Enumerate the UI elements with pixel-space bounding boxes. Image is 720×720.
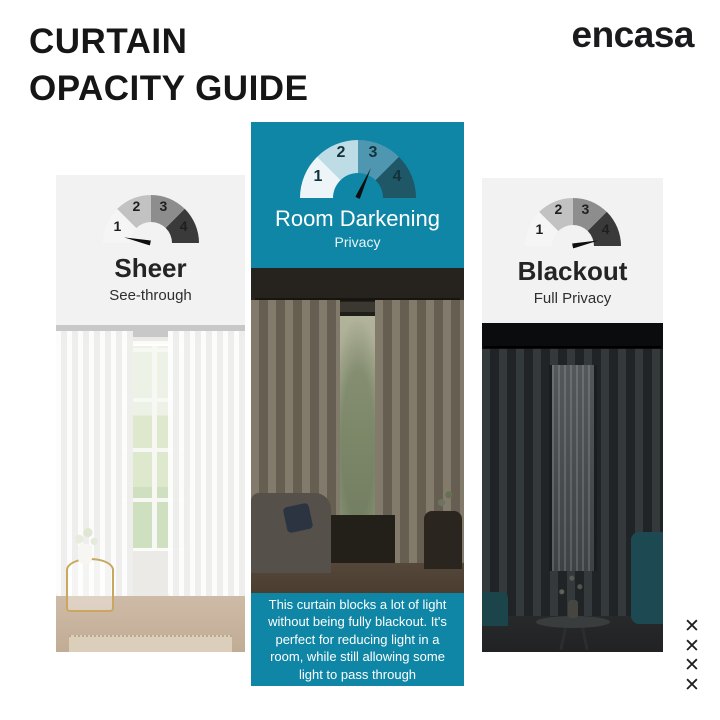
page-title bbox=[29, 18, 308, 112]
plant bbox=[432, 487, 456, 513]
page-title-line1: CURTAIN bbox=[29, 22, 188, 61]
gauge-label-2: 2 bbox=[554, 201, 563, 217]
vase bbox=[568, 600, 578, 618]
x-mark-icon: ✕ bbox=[684, 635, 700, 657]
x-mark-icon: ✕ bbox=[684, 655, 700, 676]
gauge-label-4: 4 bbox=[601, 221, 610, 237]
room-darkening-description-box bbox=[251, 593, 464, 686]
gauge-label-2: 2 bbox=[336, 144, 346, 161]
gauge-label-1: 1 bbox=[535, 221, 544, 237]
sheer-subtitle: See-through bbox=[109, 287, 192, 304]
wall-panel bbox=[321, 515, 395, 567]
pillow bbox=[283, 503, 314, 534]
x-marks bbox=[681, 617, 703, 695]
panel-sheer bbox=[56, 175, 245, 652]
panel-room-darkening bbox=[251, 122, 464, 686]
sheer-room-photo bbox=[56, 325, 245, 652]
gauge-label-3: 3 bbox=[581, 201, 590, 217]
x-mark-icon: ✕ bbox=[684, 674, 700, 696]
sheer-header bbox=[56, 175, 245, 325]
room-darkening-opacity-gauge bbox=[300, 140, 416, 198]
blackout-room-photo bbox=[482, 323, 663, 652]
brand-logo: encasa bbox=[571, 14, 694, 55]
gauge-label-1: 1 bbox=[313, 168, 323, 185]
panel-blackout bbox=[482, 178, 663, 652]
curtain-rod bbox=[484, 346, 661, 348]
room-darkening-title: Room Darkening bbox=[274, 206, 441, 231]
room-darkening-room-photo bbox=[251, 268, 464, 593]
room-darkening-description: This curtain blocks a lot of light without being fully blackout. It's perfect for reducing light in a room, while still allowing some light to pass through bbox=[268, 596, 447, 682]
window bbox=[549, 365, 597, 571]
flowers bbox=[549, 568, 589, 602]
room-darkening-header bbox=[251, 122, 464, 268]
flowers bbox=[70, 526, 100, 548]
blackout-header bbox=[482, 178, 663, 323]
gauge-label-4: 4 bbox=[179, 218, 188, 234]
page-title-line2: OPACITY GUIDE bbox=[29, 69, 309, 108]
sheer-title: Sheer bbox=[114, 253, 187, 283]
gauge-label-4: 4 bbox=[392, 168, 402, 185]
gauge-label-3: 3 bbox=[368, 144, 378, 161]
blackout-opacity-gauge bbox=[525, 198, 621, 246]
teal-stool bbox=[482, 592, 508, 626]
sheer-opacity-gauge bbox=[103, 195, 199, 243]
gold-side-table bbox=[66, 558, 114, 612]
room-darkening-subtitle: Privacy bbox=[334, 234, 381, 250]
gauge-label-3: 3 bbox=[159, 198, 168, 214]
gauge-label-1: 1 bbox=[113, 218, 122, 234]
teal-sofa bbox=[631, 532, 663, 624]
rug bbox=[69, 635, 232, 652]
wall-strip bbox=[251, 268, 464, 302]
blackout-subtitle: Full Privacy bbox=[533, 290, 612, 307]
blackout-title: Blackout bbox=[517, 256, 628, 286]
gauge-label-2: 2 bbox=[132, 198, 141, 214]
x-mark-icon: ✕ bbox=[684, 616, 700, 637]
sheer-curtain-right bbox=[168, 331, 245, 600]
side-table bbox=[424, 511, 462, 569]
